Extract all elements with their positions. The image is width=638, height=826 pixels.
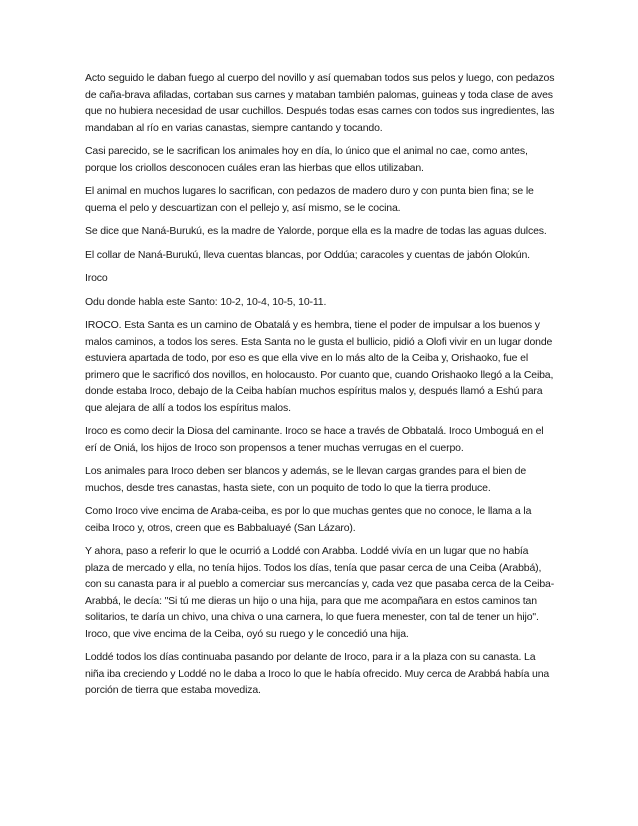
paragraph: El collar de Naná-Burukú, lleva cuentas blancas, por Oddúa; caracoles y cuentas de jabón Olokún. — [85, 248, 530, 261]
paragraph: Iroco es como decir la Diosa del caminante. Iroco se hace a través de Obbatalá. Iroco Umboguá en el erí de Oniá, los hijos de Iroco son propensos a tener muchas verrugas en el cuerpo. — [85, 425, 544, 454]
paragraph: Como Iroco vive encima de Araba-ceiba, es por lo que muchas gentes que no conoce, le llama a la ceiba Iroco y, otros, creen que es Babbaluayé (San Lázaro). — [85, 505, 532, 534]
paragraph: IROCO. Esta Santa es un camino de Obatalá y es hembra, tiene el poder de impulsar a los buenos y malos caminos, a todos los seres. Esta Santa no le gusta el bullicio, pidió a Olofi vivir en un lugar donde estuviera apartada de todo, por eso es que ella vive en lo más alto de la Ceiba y, Orishaoko, fue el primero que le sacrificó dos novillos, en holocausto. Por cuanto que, cuando Orishaoko llegó a la Ceiba, donde estaba Iroco, debajo de la Ceiba habían muchos espíritus malos y, después llamó a Eshú para que alejara de allí a todos los espíritus malos. — [85, 319, 554, 414]
section-heading: Iroco — [85, 272, 108, 284]
paragraph: Los animales para Iroco deben ser blancos y además, se le llevan cargas grandes para el bien de muchos, desde tres canastas, hasta siete, con un poquito de todo lo que la tierra produce. — [85, 465, 527, 494]
document-page — [85, 70, 555, 706]
paragraph: Casi parecido, se le sacrifican los animales hoy en día, lo único que el animal no cae, como antes, porque los criollos desconocen cuáles eran las hierbas que ellos utilizaban. — [85, 145, 528, 174]
paragraph: Acto seguido le daban fuego al cuerpo del novillo y así quemaban todos sus pelos y luego, con pedazos de caña-brava afiladas, cortaban sus carnes y mataban también palomas, guineas y toda clase de aves que no hubiera necesidad de usar cuchillos. Después todas esas carnes con todos sus ingredientes, las mandaban al río en varias canastas, siempre cantando y tocando. — [85, 72, 555, 134]
paragraph: Y ahora, paso a referir lo que le ocurrió a Loddé con Arabba. Loddé vivía en un lugar que no había plaza de mercado y ella, no tenía hijos. Todos los días, tenía que pasar cerca de una Ceiba (Arabbá), con su canasta para ir al pueblo a comerciar sus mercancías y, cada vez que pasaba cerca de la Ceiba-Arabbá, le decía: "Si tú me dieras un hijo o una hija, para que me acompañara en estos caminos tan solitarios, te daría un chivo, una chiva o una carnera, lo que fuera menester, con tal de tener un hijo". Iroco, que vive encima de la Ceiba, oyó su ruego y le concedió una hija. — [85, 545, 555, 640]
paragraph: El animal en muchos lugares lo sacrifican, con pedazos de madero duro y con punta bien fina; se le quema el pelo y descuartizan con el pellejo y, así mismo, se le cocina. — [85, 185, 534, 214]
paragraph: Se dice que Naná-Burukú, es la madre de Yalorde, porque ella es la madre de todas las aguas dulces. — [85, 225, 547, 237]
paragraph: Odu donde habla este Santo: 10-2, 10-4, 10-5, 10-11. — [85, 295, 327, 308]
paragraph: Loddé todos los días continuaba pasando por delante de Iroco, para ir a la plaza con su canasta. La niña iba creciendo y Loddé no le daba a Iroco lo que le había ofrecido. Muy cerca de Arabbá había una porción de tierra que estaba movediza. — [85, 651, 550, 696]
